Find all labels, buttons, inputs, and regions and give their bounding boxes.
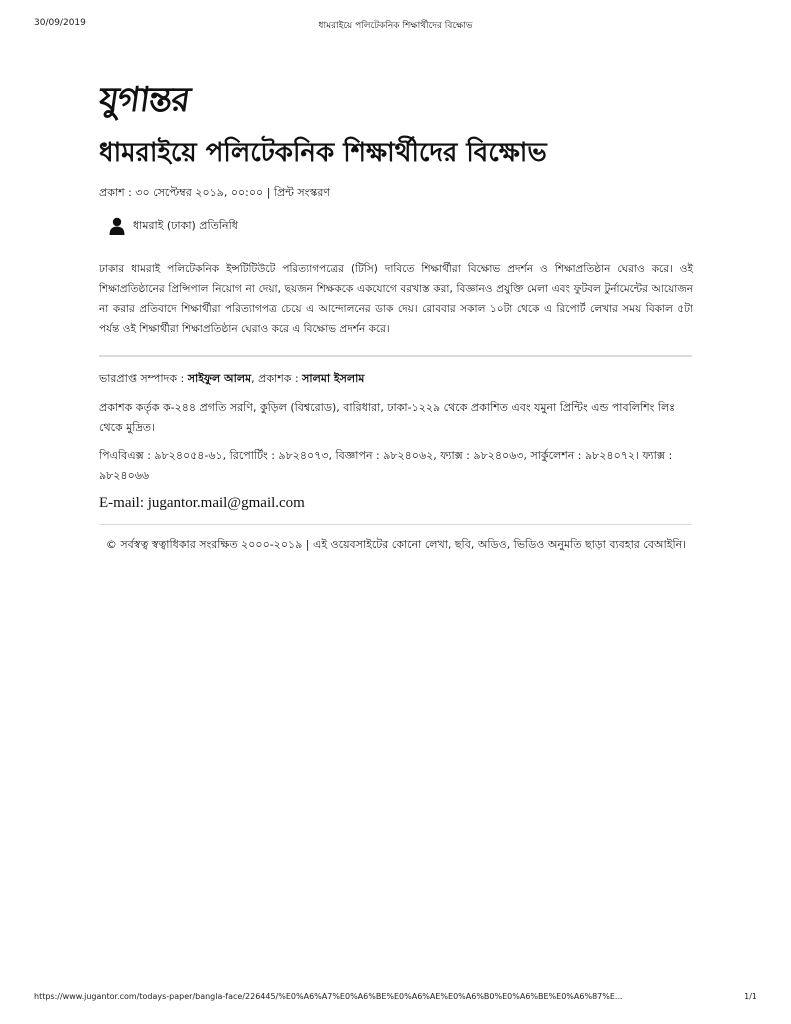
article-body: ঢাকার ধামরাই পলিটেকনিক ইন্সটিটিউটে পরিত্যাগপত্রের (টিসি) দাবিতে শিক্ষার্থীরা বিক্ষোভ প্রদর্শন ও শিক্ষাপ্রতিষ্ঠান ঘেরাও করে। ওই শিক্ষাপ্রতিষ্ঠানের প্রিন্সিপাল নিয়োগ না দেয়া, ছয়জন শিক্ষককে একযোগে বরখাস্ত করা, বিজ্ঞানও প্রযুক্তি মেলা এবং ফুটবল টুর্নামেন্টের আয়োজন না করার প্রতিবাদে শিক্ষার্থীরা পরিত্যাগপত্র চেয়ে এ আন্দোলনের ডাক দেয়। রোববার সকাল ১০টা থেকে এ রিপোর্ট লেখার সময় বিকাল ৫টা পর্যন্ত ওই শিক্ষার্থীরা শিক্ষাপ্রতিষ্ঠান ঘেরাও করে এ বিক্ষোভ প্রদর্শন করে। [99,263,693,335]
copyright-notice: © সর্বস্বত্ব স্বত্বাধিকার সংরক্ষিত ২০০০-২০১৯ | এই ওয়েবসাইটের কোনো লেখা, ছবি, অডিও, ভিডিও অনুমতি ছাড়া ব্যবহার বেআইনি। [105,538,687,551]
article-headline: ধামরাইয়ে পলিটেকনিক শিক্ষার্থীদের বিক্ষোভ [99,138,547,168]
publisher-name: সালমা ইসলাম [302,372,365,385]
editor-label: ভারপ্রাপ্ত সম্পাদক : [99,372,188,385]
contact-phones: পিএবিএক্স : ৯৮২৪০৫৪-৬১, রিপোর্টিং : ৯৮২৪০৭৩, বিজ্ঞাপন : ৯৮২৪০৬২, ফ্যাক্স : ৯৮২৪০৬৩, সার্কুলেশন : ৯৮২৪০৭২। ফ্যাক্স : ৯৮২৪০৬৬ [99,449,673,482]
contact-email[interactable]: E-mail: jugantor.mail@gmail.com [99,495,305,511]
user-icon [109,217,125,235]
print-footer [34,992,757,1006]
publisher-address: প্রকাশক কর্তৃক ক-২৪৪ প্রগতি সরণি, কুড়িল (বিশ্বরোড), বারিধারা, ঢাকা-১২২৯ থেকে প্রকাশিত এবং যমুনা প্রিন্টিং এন্ড পাবলিশিং লিঃ থেকে মুদ্রিত। [99,401,676,434]
editor-name: সাইফুল আলম [187,372,252,385]
page-count: 1/1 [744,992,757,1001]
author-name: ধামরাই (ঢাকা) প্রতিনিধি [133,218,238,232]
publish-info: প্রকাশ : ৩০ সেপ্টেম্বর ২০১৯, ০০:০০ | প্রিন্ট সংস্করণ [99,186,331,199]
newspaper-logo[interactable]: যুগান্তর [96,80,193,120]
divider [99,355,692,357]
author-byline [109,216,238,236]
print-date: 30/09/2019 [34,18,86,28]
editor-publisher-line [99,370,364,389]
divider [99,524,692,525]
page-url: https://www.jugantor.com/todays-paper/bangla-face/226445/%E0%A6%A7%E0%A6%BE%E0%A6%AE%E0%A6%B0%E0%A6%BE%E0%A6%87%E... [34,992,623,1001]
print-header [34,18,757,34]
print-page-title: ধামরাইয়ে পলিটেকনিক শিক্ষার্থীদের বিক্ষোভ [318,21,473,31]
publisher-label: , প্রকাশক : [251,372,303,385]
